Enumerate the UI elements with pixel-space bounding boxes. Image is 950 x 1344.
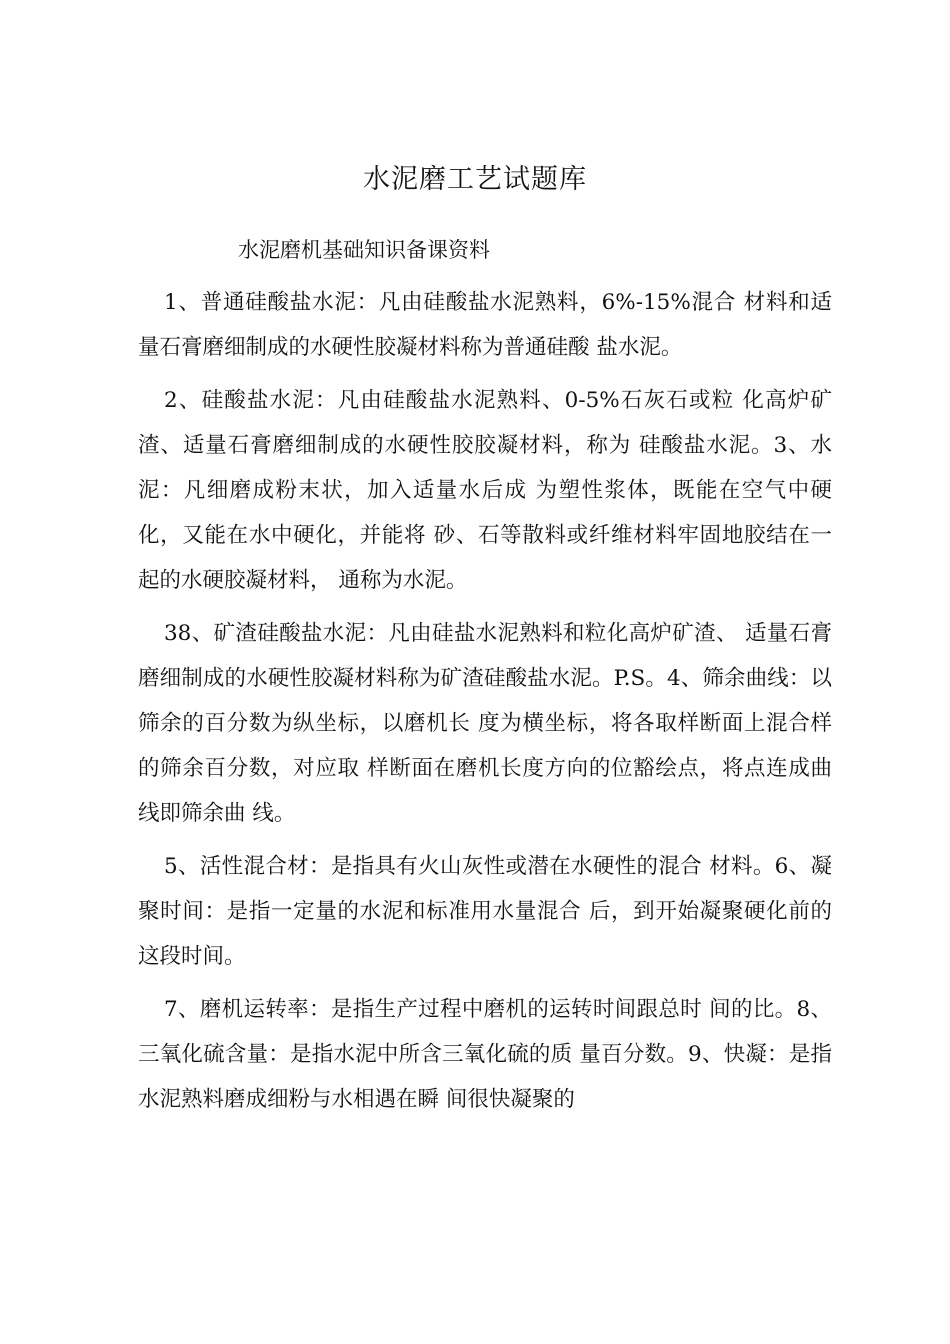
paragraph-3: 38、矿渣硅酸盐水泥：凡由硅盐水泥熟料和粒化高炉矿渣、 适量石膏磨细制成的水硬性胶凝材料称为矿渣硅酸盐水泥。P.S。4、筛余曲线：以筛余的百分数为纵坐标，以磨机长 度为横坐标，将各取样断面上混合样的筛余百分数，对应取 样断面在磨机长度方向的位豁绘点，将点连成曲线即筛余曲 线。: [138, 621, 832, 826]
paragraph-5: 7、磨机运转率：是指生产过程中磨机的运转时间跟总时 间的比。8、三氧化硫含量：是指水泥中所含三氧化硫的质 量百分数。9、快凝：是指水泥熟料磨成细粉与水相遇在瞬 间很快凝聚的: [138, 997, 832, 1112]
paragraph-4: 5、活性混合材：是指具有火山灰性或潜在水硬性的混合 材料。6、凝聚时间：是指一定量的水泥和标准用水量混合 后，到开始凝聚硬化前的这段时间。: [138, 854, 832, 969]
document-subtitle: 水泥磨机基础知识备课资料: [238, 238, 490, 262]
paragraph-1: 1、普通硅酸盐水泥：凡由硅酸盐水泥熟料，6%-15%混合 材料和适量石膏磨细制成的水硬性胶凝材料称为普通硅酸 盐水泥。: [138, 290, 832, 360]
paragraph-2: 2、硅酸盐水泥：凡由硅酸盐水泥熟料、0-5%石灰石或粒 化高炉矿渣、适量石膏磨细制成的水硬性胶胶凝材料，称为 硅酸盐水泥。3、水泥：凡细磨成粉末状，加入适量水后成 为塑性浆体，既能在空气中硬化，又能在水中硬化，并能将 砂、石等散料或纤维材料牢固地胶结在一起的水硬胶凝材料， 通称为水泥。: [138, 388, 832, 593]
document-body: [138, 280, 832, 1130]
document-title: 水泥磨工艺试题库: [363, 164, 587, 195]
